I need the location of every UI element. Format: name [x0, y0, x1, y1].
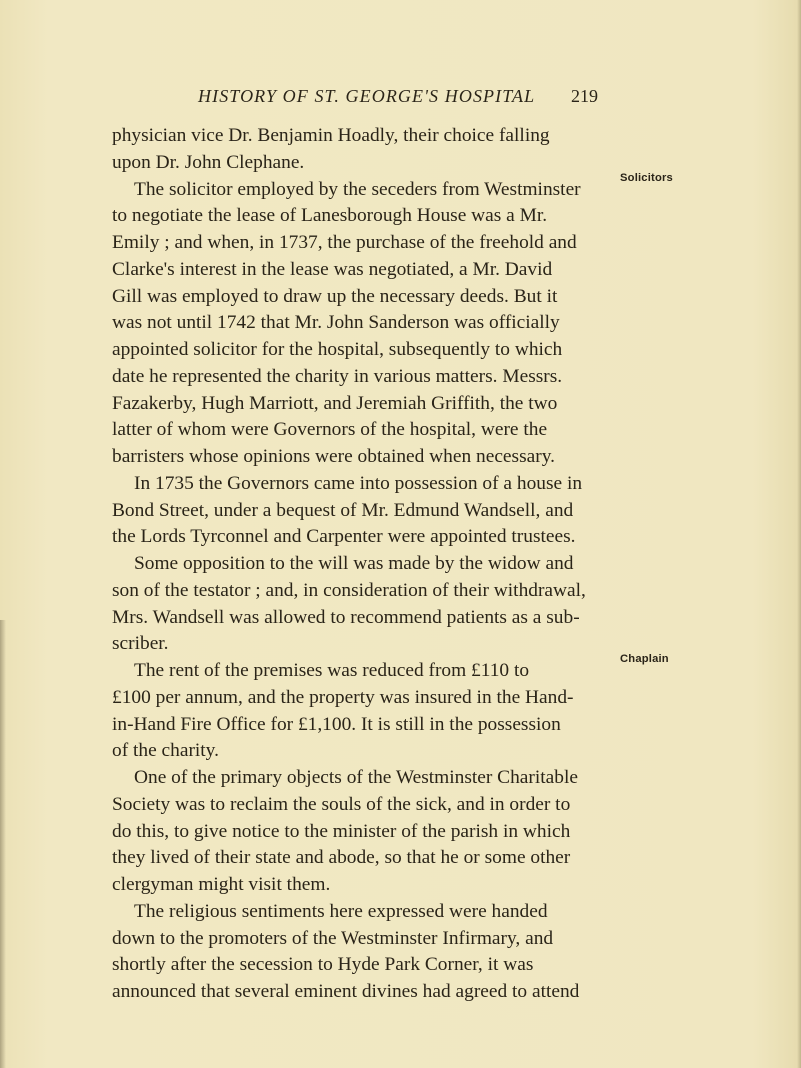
- text-line: scriber.: [112, 633, 169, 655]
- text-line: Bond Street, under a bequest of Mr. Edmund Wandsell, and: [112, 499, 574, 521]
- text-line: barristers whose opinions were obtained when necessary.: [112, 446, 555, 467]
- text-line: The solicitor employed by the seceders from Westminster: [134, 178, 581, 200]
- text-line: date he represented the charity in various matters. Messrs.: [112, 365, 563, 387]
- running-title: HISTORY OF ST. GEORGE'S HOSPITAL: [198, 86, 536, 106]
- text-line: in-Hand Fire Office for £1,100. It is still in the possession: [112, 713, 561, 735]
- text-line: down to the promoters of the Westminster Infirmary, and: [112, 927, 554, 949]
- page-edge-shadow: [797, 0, 801, 1068]
- text-line: they lived of their state and abode, so that he or some other: [112, 847, 571, 869]
- text-line: announced that several eminent divines had agreed to attend: [112, 981, 580, 1002]
- text-line: In 1735 the Governors came into possession of a house in: [134, 472, 583, 494]
- page-number: 219: [571, 86, 598, 106]
- text-line: son of the testator ; and, in consideration of their withdrawal,: [112, 579, 586, 601]
- text-line: the Lords Tyrconnel and Carpenter were appointed trustees.: [112, 526, 576, 548]
- text-line: do this, to give notice to the minister of the parish in which: [112, 820, 571, 842]
- body-text: [112, 123, 604, 1006]
- margin-note-solicitors: Solicitors: [620, 172, 673, 184]
- text-line: Society was to reclaim the souls of the sick, and in order to: [112, 793, 571, 815]
- text-line: The religious sentiments here expressed were handed: [134, 900, 548, 922]
- text-line: The rent of the premises was reduced from £110 to: [134, 660, 530, 681]
- text-line: clergyman might visit them.: [112, 874, 331, 895]
- text-line: Mrs. Wandsell was allowed to recommend patients as a sub-: [112, 606, 580, 628]
- text-line: upon Dr. John Clephane.: [112, 151, 305, 173]
- text-line: Clarke's interest in the lease was negotiated, a Mr. David: [112, 258, 553, 280]
- text-line: Fazakerby, Hugh Marriott, and Jeremiah Griffith, the two: [112, 392, 558, 414]
- text-line: Gill was employed to draw up the necessary deeds. But it: [112, 285, 558, 307]
- page-gutter-shadow: [0, 620, 6, 1068]
- text-line: was not until 1742 that Mr. John Sanderson was officially: [112, 312, 560, 334]
- text-line: Some opposition to the will was made by the widow and: [134, 553, 574, 574]
- text-line: shortly after the secession to Hyde Park Corner, it was: [112, 954, 534, 976]
- text-line: appointed solicitor for the hospital, subsequently to which: [112, 339, 563, 360]
- text-line: to negotiate the lease of Lanesborough House was a Mr.: [112, 205, 548, 227]
- text-line: Emily ; and when, in 1737, the purchase of the freehold and: [112, 232, 577, 253]
- margin-note-chaplain: Chaplain: [620, 653, 669, 665]
- text-line: physician vice Dr. Benjamin Hoadly, their choice falling: [112, 125, 550, 146]
- running-head: [112, 86, 598, 116]
- text-line: latter of whom were Governors of the hospital, were the: [112, 419, 548, 441]
- text-line: of the charity.: [112, 740, 219, 762]
- text-line: One of the primary objects of the Westminster Charitable: [134, 767, 578, 788]
- text-line: £100 per annum, and the property was insured in the Hand-: [112, 686, 574, 708]
